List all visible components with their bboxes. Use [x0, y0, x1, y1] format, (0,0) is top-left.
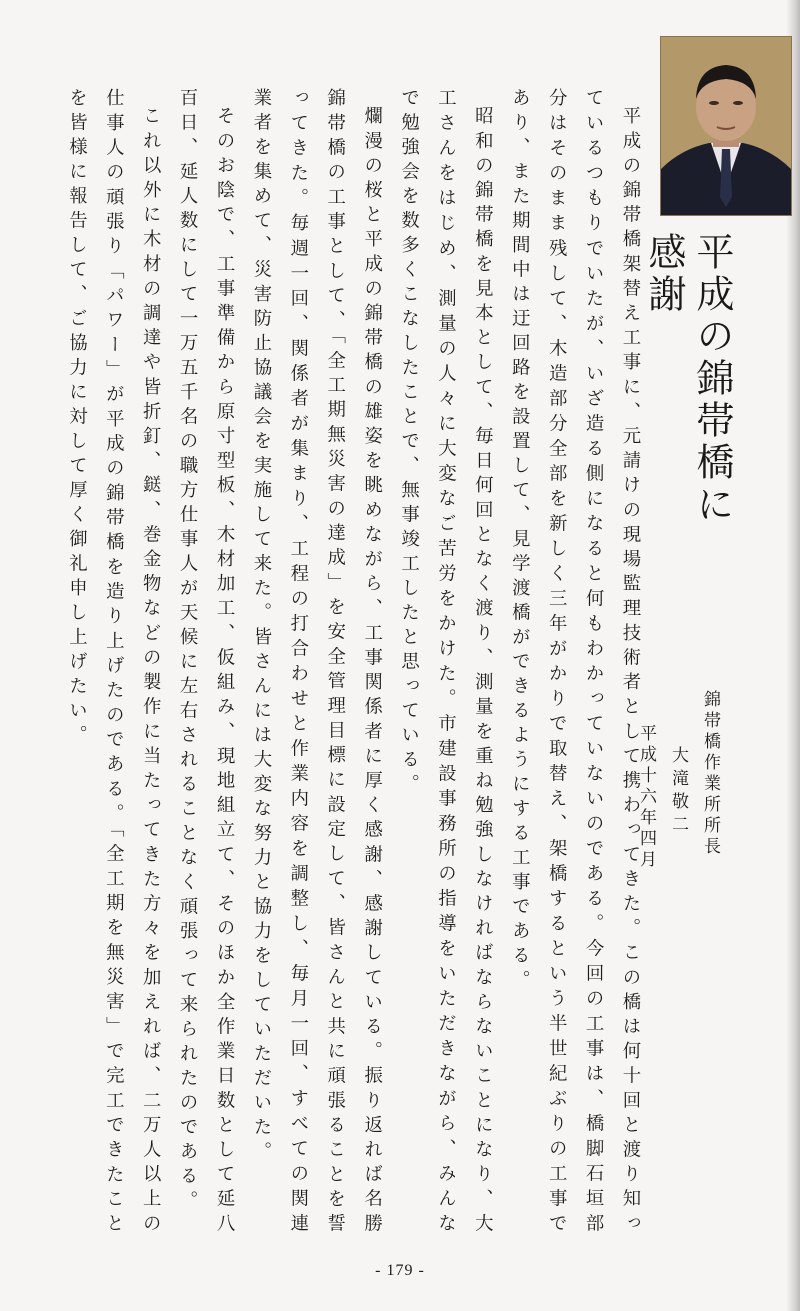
page-number: - 179 - [375, 1262, 425, 1279]
portrait-icon [661, 37, 791, 215]
paragraph: 平成の錦帯橋架替え工事に、元請けの現場監理技術者として携わってきた。この橋は何十回と渡り知っているつもりでいたが、いざ造る側になると何もわかっていないのである。今回の工事は、橋脚石垣部分はそのまま残して、木造部分全部を新しく三年がかりで取替え、架橋するという半世紀ぶりの工事であり、また期間中は迂回路を設置して、見学渡橋ができるようにする工事である。 [509, 88, 641, 1238]
paragraph: これ以外に木材の調達や皆折釘、鎹、巻金物などの製作に当たってきた方々を加えれば、二万人以上の仕事人の頑張り「パワー」が平成の錦帯橋を造り上げたのである。「全工期を無災害」で完工できたことを皆様に報告して、ご協力に対して厚く御礼申し上げたい。 [66, 88, 162, 1238]
article-body [28, 88, 648, 1238]
author-role: 錦帯橋作業所所長 [700, 690, 720, 858]
paragraph: 昭和の錦帯橋を見本として、毎日何回となく渡り、測量を重ね勉強しなければならないことになり、大工さんをはじめ、測量の人々に大変なご苦労をかけた。市建設事務所の指導をいただきながら、みんなで勉強会を数多くこなしたことで、無事竣工したと思っている。 [398, 88, 494, 1238]
paragraph: 爛漫の桜と平成の錦帯橋の雄姿を眺めながら、工事関係者に厚く感謝、感謝している。振り返れば名勝錦帯橋の工事として、「全工期無災害の達成」を安全管理目標に設定して、皆さんと共に頑張ることを誓ってきた。毎週一回、関係者が集まり、工程の打合わせと作業内容を調整し、毎月一回、すべての関連業者を集めて、災害防止協議会を実施して来た。皆さんには大変な努力と協力をしていただいた。 [250, 88, 383, 1238]
article-date: 平成十六年四月 [636, 724, 656, 871]
author-name: 大滝敬二 [668, 746, 688, 838]
author-portrait-photo [660, 36, 792, 216]
paragraph: そのお陰で、工事準備から原寸型板、木材加工、仮組み、現地組立て、そのほか全作業日数として延八百日、延人数にして一万五千名の職方仕事人が天候に左右されることなく頑張って来られたのである。 [177, 88, 236, 1238]
article-title: 平成の錦帯橋に感謝 [642, 232, 734, 526]
byline [636, 690, 726, 1210]
